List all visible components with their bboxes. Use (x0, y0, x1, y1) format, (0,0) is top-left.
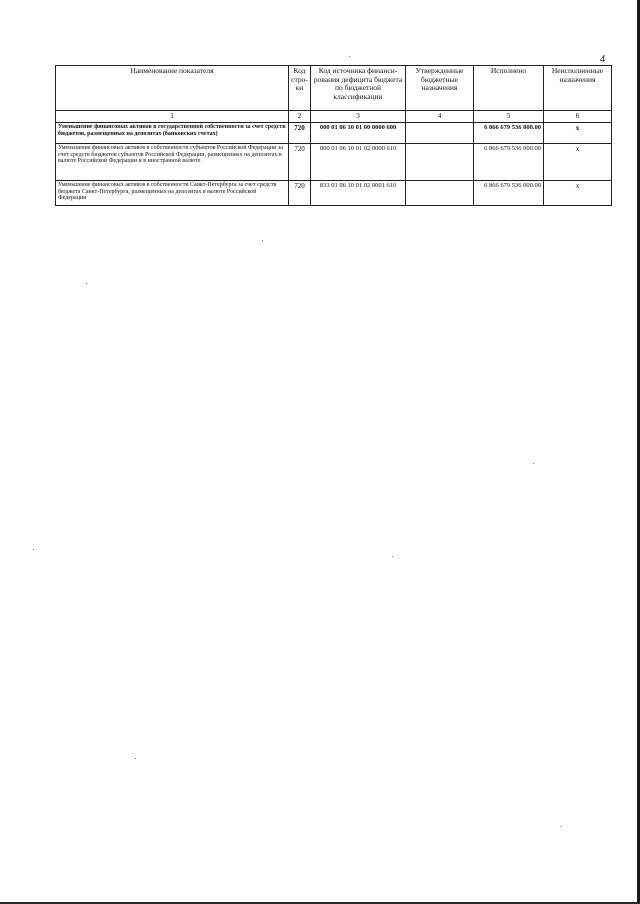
row-name: Уменьшение финансовых активов в собственности субъектов Российской Федерации за счет средств бюджетов субъектов Российской Федерации, размещенных на депозитах в валюте Российской Федерации и в иностранной валюте (56, 143, 289, 180)
row-source-code: 000 01 06 10 01 02 0000 610 (311, 143, 406, 180)
row-approved (406, 180, 474, 205)
column-number-row (56, 111, 612, 123)
page-number: 4 (600, 54, 605, 65)
row-executed: 6 866 679 536 000.00 (474, 122, 544, 143)
column-number: 6 (544, 111, 612, 123)
scan-speck (349, 56, 350, 57)
table-row (56, 143, 612, 180)
scan-speck (392, 556, 393, 557)
row-source-code: 000 01 06 10 01 00 0000 600 (311, 122, 406, 143)
table-row (56, 122, 612, 143)
row-executed: 6 866 679 536 000.00 (474, 180, 544, 205)
row-approved (406, 143, 474, 180)
scan-speck (86, 283, 87, 284)
row-name: Уменьшение финансовых активов в собственности Санкт-Петербурга за счет средств бюджета Санкт-Петербурга, размещенных на депозитах в валюте Российской Федерации (56, 180, 289, 205)
header-source-code: Код источника финанси-рования дефицита бюджета по бюджетной классификации (311, 66, 406, 111)
header-line-code: Код стро-ки (289, 66, 311, 111)
scan-speck (135, 758, 136, 759)
column-number: 5 (474, 111, 544, 123)
scan-speck (262, 240, 263, 241)
row-name: Уменьшение финансовых активов в государственной собственности за счет средств бюджетов, размещенных на депозитах (банковских счетах) (56, 122, 289, 143)
row-approved (406, 122, 474, 143)
scan-speck (560, 826, 561, 827)
header-executed: Исполнено (474, 66, 544, 111)
row-unexecuted: x (544, 122, 612, 143)
scan-speck (33, 549, 34, 550)
row-line-code: 720 (289, 143, 311, 180)
budget-table (55, 65, 612, 206)
column-number: 1 (56, 111, 289, 123)
header-row (56, 66, 612, 111)
table-row (56, 180, 612, 205)
header-approved: Утвержденные бюджетные назначения (406, 66, 474, 111)
row-executed: 6 866 679 536 000.00 (474, 143, 544, 180)
row-unexecuted: x (544, 180, 612, 205)
header-indicator-name: Наименование показателя (56, 66, 289, 111)
header-unexecuted: Неисполненные назначения (544, 66, 612, 111)
row-line-code: 720 (289, 122, 311, 143)
row-source-code: 833 01 06 10 01 02 0001 610 (311, 180, 406, 205)
row-unexecuted: x (544, 143, 612, 180)
column-number: 2 (289, 111, 311, 123)
column-number: 4 (406, 111, 474, 123)
column-number: 3 (311, 111, 406, 123)
row-line-code: 720 (289, 180, 311, 205)
scan-speck (533, 463, 534, 464)
